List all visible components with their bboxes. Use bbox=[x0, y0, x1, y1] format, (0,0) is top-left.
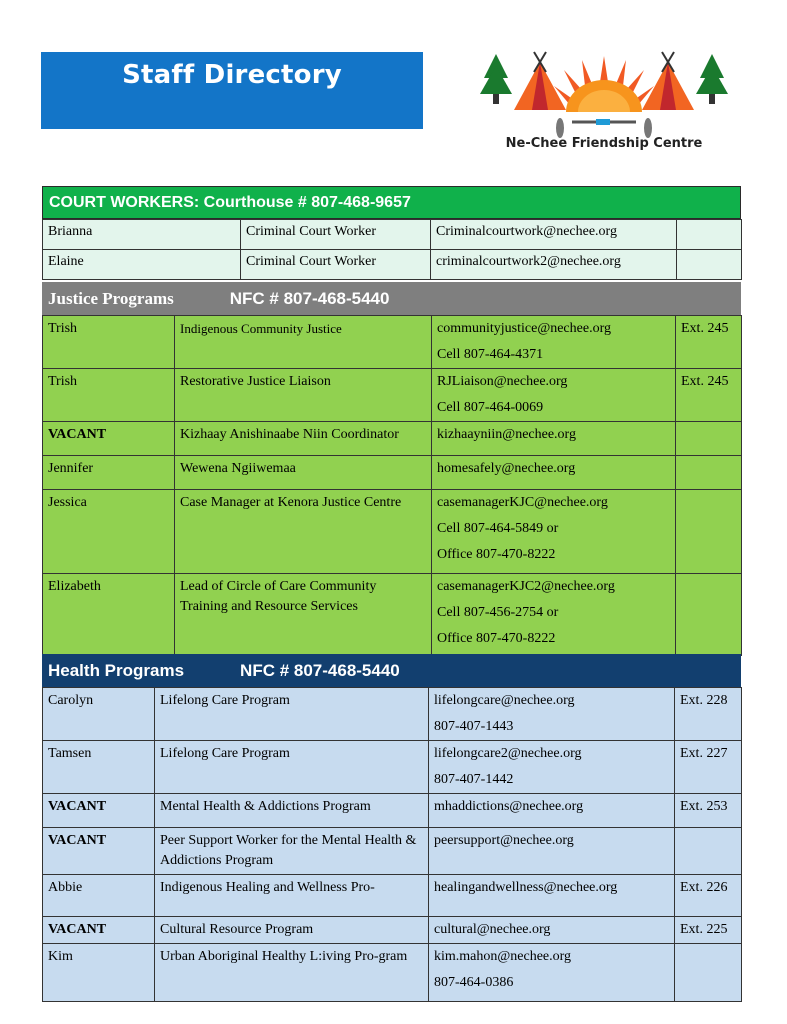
staff-role: Cultural Resource Program bbox=[155, 917, 429, 944]
staff-email[interactable]: lifelongcare@nechee.org bbox=[434, 693, 575, 708]
table-row bbox=[43, 875, 742, 917]
staff-role: Lifelong Care Program bbox=[155, 688, 429, 741]
staff-role: Kizhaay Anishinaabe Niin Coordinator bbox=[175, 422, 432, 456]
table-row bbox=[43, 574, 742, 656]
staff-name: Elaine bbox=[43, 250, 241, 280]
table-row bbox=[43, 828, 742, 875]
staff-role: Case Manager at Kenora Justice Centre bbox=[175, 490, 432, 574]
staff-ext bbox=[676, 574, 742, 656]
teepee-icon bbox=[642, 52, 694, 110]
staff-role: Lifelong Care Program bbox=[155, 741, 429, 794]
justice-nfc: NFC # 807-468-5440 bbox=[229, 288, 390, 308]
staff-phone: 807-407-1443 bbox=[434, 719, 514, 734]
staff-name: Brianna bbox=[43, 220, 241, 250]
staff-role: Restorative Justice Liaison bbox=[175, 369, 432, 422]
staff-email[interactable]: cultural@nechee.org bbox=[429, 917, 675, 944]
staff-name: Trish bbox=[43, 316, 175, 369]
page-title: Staff Directory bbox=[122, 60, 342, 90]
staff-phone-office: Office 807-470-8222 bbox=[437, 631, 556, 646]
justice-heading: Justice Programs bbox=[48, 288, 174, 308]
staff-name: Jennifer bbox=[43, 456, 175, 490]
feather-icon bbox=[556, 118, 652, 138]
pine-tree-icon bbox=[696, 54, 728, 104]
staff-ext bbox=[677, 220, 742, 250]
court-section-header: COURT WORKERS: Courthouse # 807-468-9657 bbox=[42, 186, 741, 219]
table-row bbox=[43, 741, 742, 794]
staff-email[interactable]: kim.mahon@nechee.org bbox=[434, 949, 572, 964]
staff-email[interactable]: communityjustice@nechee.org bbox=[437, 321, 611, 336]
table-row bbox=[43, 220, 742, 250]
staff-phone: Cell 807-464-4371 bbox=[437, 347, 544, 362]
staff-role: Criminal Court Worker bbox=[241, 250, 431, 280]
staff-name: VACANT bbox=[43, 828, 155, 875]
staff-ext: Ext. 225 bbox=[675, 917, 742, 944]
staff-ext: Ext. 245 bbox=[676, 316, 742, 369]
staff-contact bbox=[432, 369, 676, 422]
court-table bbox=[42, 219, 742, 280]
staff-ext: Ext. 253 bbox=[675, 794, 742, 828]
staff-name: VACANT bbox=[43, 422, 175, 456]
staff-role: Mental Health & Addictions Program bbox=[155, 794, 429, 828]
staff-role: Criminal Court Worker bbox=[241, 220, 431, 250]
staff-email[interactable]: Criminalcourtwork@nechee.org bbox=[431, 220, 677, 250]
staff-contact bbox=[432, 316, 676, 369]
staff-ext: Ext. 228 bbox=[675, 688, 742, 741]
table-row bbox=[43, 456, 742, 490]
staff-ext bbox=[676, 422, 742, 456]
table-row bbox=[43, 794, 742, 828]
staff-email[interactable]: criminalcourtwork2@nechee.org bbox=[431, 250, 677, 280]
staff-name: Abbie bbox=[43, 875, 155, 917]
staff-ext bbox=[675, 828, 742, 875]
staff-contact bbox=[432, 574, 676, 656]
staff-phone: 807-464-0386 bbox=[434, 975, 514, 990]
rising-sun-icon bbox=[554, 56, 654, 112]
staff-name: VACANT bbox=[43, 917, 155, 944]
staff-phone: 807-407-1442 bbox=[434, 772, 514, 787]
staff-name: Carolyn bbox=[43, 688, 155, 741]
staff-email[interactable]: mhaddictions@nechee.org bbox=[429, 794, 675, 828]
staff-email[interactable]: kizhaayniin@nechee.org bbox=[432, 422, 676, 456]
staff-phone: Cell 807-464-0069 bbox=[437, 400, 544, 415]
justice-table bbox=[42, 315, 742, 656]
staff-ext bbox=[675, 944, 742, 1002]
staff-email[interactable]: RJLiaison@nechee.org bbox=[437, 374, 568, 389]
staff-ext: Ext. 226 bbox=[675, 875, 742, 917]
staff-email[interactable]: peersupport@nechee.org bbox=[429, 828, 675, 875]
staff-name: Elizabeth bbox=[43, 574, 175, 656]
staff-email[interactable]: healingandwellness@nechee.org bbox=[429, 875, 675, 917]
staff-email[interactable]: homesafely@nechee.org bbox=[432, 456, 676, 490]
staff-email[interactable]: lifelongcare2@nechee.org bbox=[434, 746, 582, 761]
staff-name: Tamsen bbox=[43, 741, 155, 794]
staff-ext bbox=[677, 250, 742, 280]
staff-email[interactable]: casemanagerKJC2@nechee.org bbox=[437, 579, 615, 594]
staff-role: Urban Aboriginal Healthy L:iving Pro-gram bbox=[155, 944, 429, 1002]
staff-contact bbox=[429, 741, 675, 794]
health-nfc: NFC # 807-468-5440 bbox=[240, 660, 400, 680]
staff-role: Indigenous Community Justice bbox=[175, 316, 432, 369]
staff-role: Indigenous Healing and Wellness Pro- bbox=[155, 875, 429, 917]
title-banner bbox=[41, 52, 423, 129]
staff-name: VACANT bbox=[43, 794, 155, 828]
table-row bbox=[43, 688, 742, 741]
staff-contact bbox=[432, 490, 676, 574]
table-row bbox=[43, 422, 742, 456]
health-table bbox=[42, 687, 742, 1002]
teepee-icon bbox=[514, 52, 566, 110]
table-row bbox=[43, 369, 742, 422]
justice-section-header bbox=[42, 282, 741, 315]
staff-role: Lead of Circle of Care Community Training and Resource Services bbox=[175, 574, 432, 656]
staff-role: Peer Support Worker for the Mental Health & Addictions Program bbox=[155, 828, 429, 875]
table-row bbox=[43, 944, 742, 1002]
staff-email[interactable]: casemanagerKJC@nechee.org bbox=[437, 495, 608, 510]
staff-role: Wewena Ngiiwemaa bbox=[175, 456, 432, 490]
staff-ext: Ext. 245 bbox=[676, 369, 742, 422]
table-row bbox=[43, 917, 742, 944]
staff-name: Trish bbox=[43, 369, 175, 422]
table-row bbox=[43, 316, 742, 369]
staff-phone-office: Office 807-470-8222 bbox=[437, 547, 556, 562]
table-row bbox=[43, 250, 742, 280]
staff-contact bbox=[429, 944, 675, 1002]
table-row bbox=[43, 490, 742, 574]
staff-ext: Ext. 227 bbox=[675, 741, 742, 794]
staff-ext bbox=[676, 456, 742, 490]
staff-phone: Cell 807-464-5849 or bbox=[437, 521, 559, 536]
staff-phone: Cell 807-456-2754 or bbox=[437, 605, 559, 620]
org-name: Ne-Chee Friendship Centre bbox=[505, 136, 703, 151]
staff-name: Jessica bbox=[43, 490, 175, 574]
pine-tree-icon bbox=[480, 54, 512, 104]
staff-contact bbox=[429, 688, 675, 741]
health-heading: Health Programs bbox=[48, 660, 185, 680]
health-section-header bbox=[42, 654, 741, 687]
staff-ext bbox=[676, 490, 742, 574]
staff-name: Kim bbox=[43, 944, 155, 1002]
